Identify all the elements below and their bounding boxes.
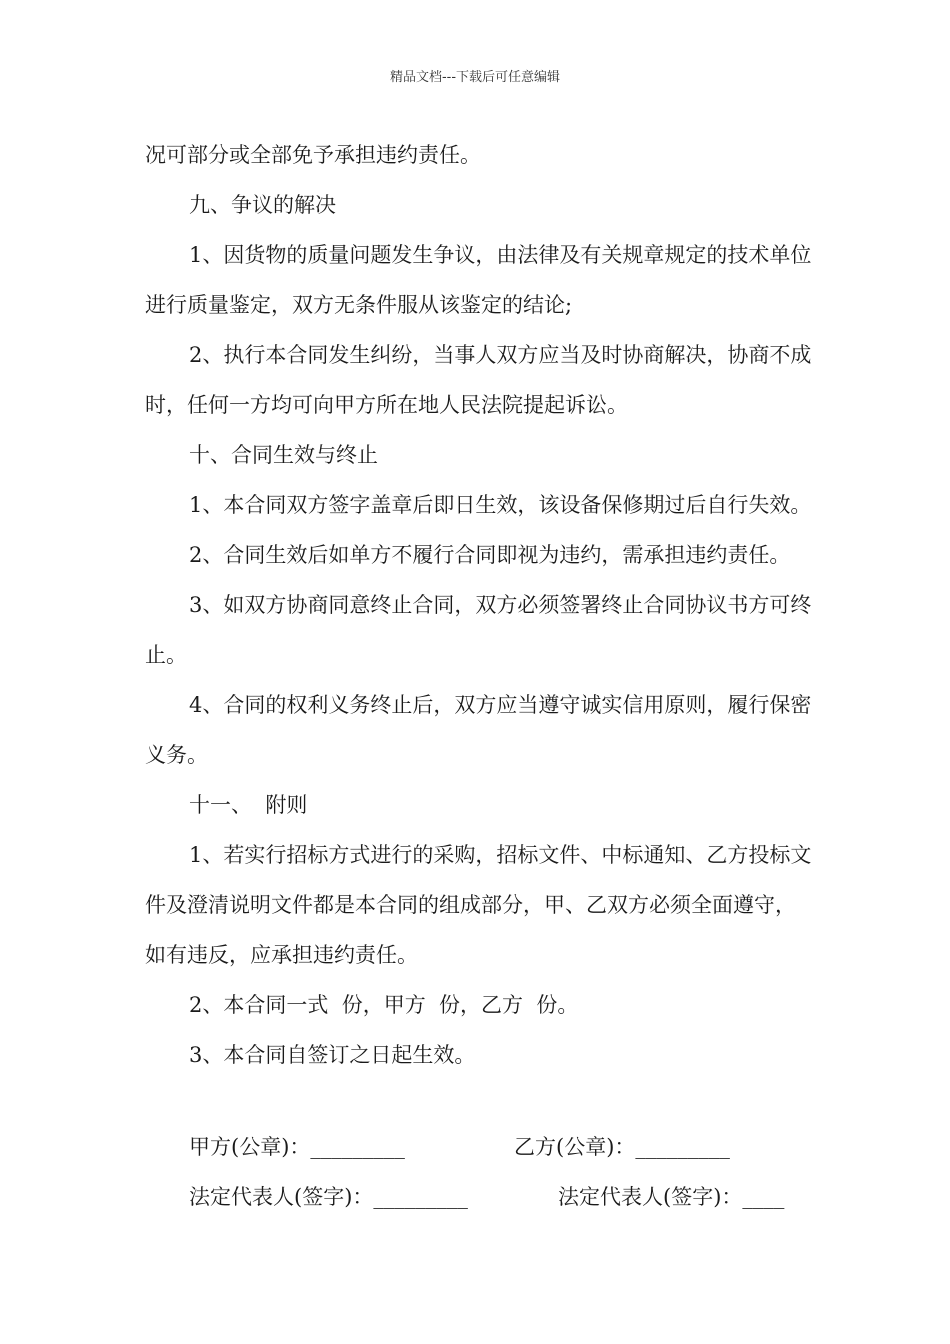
party-b-seal-line: 乙方(公章)：_________ <box>514 1135 730 1159</box>
paragraph: 3、本合同自签订之日起生效。 <box>189 1043 476 1067</box>
document-body <box>145 130 815 1080</box>
paragraph: 2、本合同一式 份，甲方 份，乙方 份。 <box>189 993 579 1017</box>
party-a-seal-line: 甲方(公章)：_________ <box>189 1135 405 1159</box>
page-header: 精品文档---下载后可任意编辑 <box>389 70 561 85</box>
paragraph: 1、因货物的质量问题发生争议，由法律及有关规章规定的技术单位进行质量鉴定，双方无条件服从该鉴定的结论; <box>145 243 812 317</box>
paragraph: 1、若实行招标方式进行的采购，招标文件、中标通知、乙方投标文件及澄清说明文件都是本合同的组成部分，甲、乙双方必须全面遵守，如有违反，应承担违约责任。 <box>145 843 812 967</box>
section-heading-dispute: 九、争议的解决 <box>189 193 336 217</box>
section-heading-supplementary: 十一、 附则 <box>189 793 308 817</box>
paragraph: 2、执行本合同发生纠纷，当事人双方应当及时协商解决，协商不成时，任何一方均可向甲方所在地人民法院提起诉讼。 <box>145 343 812 417</box>
party-b-representative-line: 法定代表人(签字)：____ <box>558 1185 785 1209</box>
paragraph: 4、合同的权利义务终止后，双方应当遵守诚实信用原则，履行保密义务。 <box>145 693 812 767</box>
party-a-representative-line: 法定代表人(签字)：_________ <box>189 1185 468 1209</box>
paragraph-continuation: 况可部分或全部免予承担违约责任。 <box>145 143 481 167</box>
paragraph: 1、本合同双方签字盖章后即日生效，该设备保修期过后自行失效。 <box>189 493 812 517</box>
paragraph: 2、合同生效后如单方不履行合同即视为违约，需承担违约责任。 <box>189 543 791 567</box>
section-heading-effect-termination: 十、合同生效与终止 <box>189 443 378 467</box>
paragraph: 3、如双方协商同意终止合同，双方必须签署终止合同协议书方可终止。 <box>145 593 812 667</box>
